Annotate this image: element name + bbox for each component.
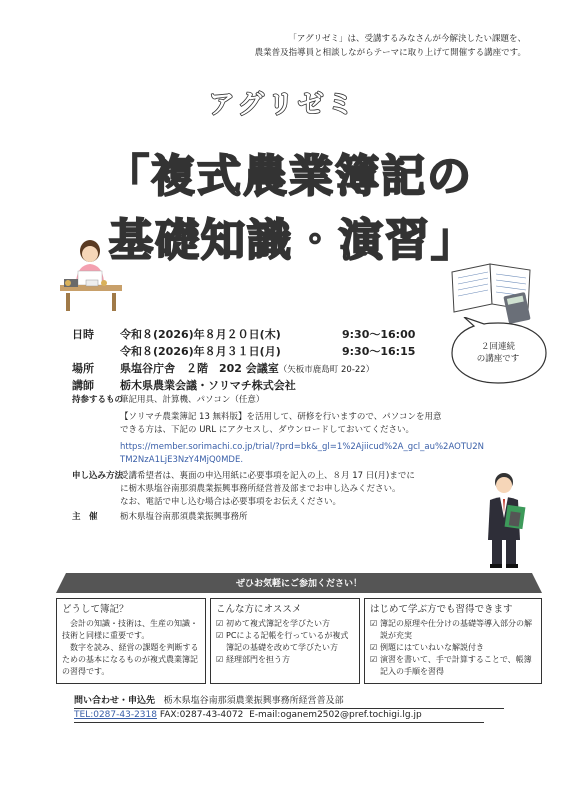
contact-label: 問い合わせ・申込先 [74,696,156,706]
apply-line-3: なお、電話で申し込む場合は必要事項をお伝えください。 [120,497,342,507]
box3-item: ☑ 演習を書いて、手で計算することで、帳簿記入の手順を習得 [370,654,536,678]
box3-item: ☑ 簿記の原理や仕分けの基礎等導入部分の解説が充実 [370,618,536,642]
host-row [72,511,502,524]
intro-text [166,32,526,60]
recommended-for-box [210,598,360,684]
date-row-2 [72,343,502,360]
software-line-1: 【ソリマチ農業簿記 13 無料版】を活用して、研修を行いますので、パソコンを用意 [120,412,442,422]
url-line-1[interactable]: https://member.sorimachi.co.jp/trial/?prd=bk&_gl=1%2Ajiicud%2A_gcl_au%2AOTU2N [120,442,485,452]
event-info [72,326,502,524]
date-label: 日時 [72,328,94,341]
date-1: 令和８(2026)年８月２０日(木) [120,328,281,341]
ledger-calculator-illustration [448,252,536,324]
bubble-line-1: ２回連続 [480,342,515,352]
date-2: 令和８(2026)年８月３１日(月) [120,345,281,358]
host-label: 主 催 [72,512,98,522]
box1-para-1: 会計の知識・技術は、生産の知識・技術と同様に重要です。 [62,619,198,640]
software-note [72,411,502,437]
box2-item: ☑ 経理部門を担う方 [216,654,354,666]
url-line-2[interactable]: TM2NzA1LjE3NzY4MjQ0MDE. [120,455,244,465]
apply-label: 申し込み方法 [72,471,124,481]
date-row-1 [72,326,502,343]
contact-org: 栃木県塩谷南那須農業振興事務所経営普及部 [163,696,344,706]
box2-item: ☑ 初めて複式簿記を学びたい方 [216,618,354,630]
place: 県塩谷庁舎 ２階 202 会議室 [120,362,279,375]
place-label: 場所 [72,362,94,375]
items-label: 持参するもの [72,395,124,405]
teacher-row [72,377,502,394]
place-note: （矢板市鹿島町 20-22） [278,365,375,375]
intro-line-1: 「アグリゼミ」は、受講するみなさんが今解決したい課題を、 [288,34,526,44]
why-bookkeeping-box [56,598,206,684]
tel-link[interactable]: TEL:0287-43-2318 [74,710,157,720]
teacher-label: 講師 [72,379,94,392]
items-row [72,394,502,407]
bubble-line-2: の講座です [476,354,520,364]
box3-item: ☑ 例題にはていねいな解説付き [370,642,536,654]
items: 筆記用具、計算機、パソコン（任意） [120,395,265,405]
woman-bookkeeping-illustration [56,237,126,313]
place-row [72,360,502,377]
contact-row-1 [74,694,554,708]
apply-line-2: に栃木県塩谷南那須農業振興事務所経営普及部までお申し込みください。 [120,484,401,494]
contact-row-2 [74,708,554,722]
box1-para-2: 数字を読み、経営の課題を判断するための基本になるものが複式農業簿記の習得です。 [62,643,199,676]
email[interactable]: E-mail:oganem2502@pref.tochigi.lg.jp [249,710,422,720]
box2-item: ☑ PCによる記帳を行っているが複式簿記の基礎を改めて学びたい方 [216,630,354,654]
host: 栃木県塩谷南那須農業振興事務所 [120,512,248,522]
box1-title: どうして簿記？ [62,604,129,615]
contact-underline-1 [74,708,504,709]
box2-title: こんな方にオススメ [216,604,302,615]
businessman-illustration [476,470,534,570]
beginners-box [364,598,542,684]
intro-line-2: 農業普及指導員と相談しながらテーマに取り上げて開催する講座です。 [254,48,526,58]
download-link[interactable] [120,441,502,467]
main-title-line-1: 「複式農業簿記の [105,151,473,202]
software-line-2: できる方は、下記の URL にアクセスし、ダウンロードしておいてください。 [120,425,415,435]
teacher: 栃木県農業会議・ソリマチ株式会社 [120,379,296,392]
main-title-line-2: 基礎知識・演習」 [109,215,477,266]
contact-underline-2 [74,722,484,723]
banner-text: ぜひお気軽にご参加ください！ [235,579,362,589]
brand-title: アグリゼミ [208,90,358,120]
box3-title: はじめて学ぶ方でも習得できます [370,604,513,615]
apply-line-1: 受講希望者は、裏面の申込用紙に必要事項を記入の上、８月 17 日(月)までに [120,471,415,481]
fax: FAX:0287-43-4072 [159,710,244,720]
time-1: 9:30～16:00 [342,328,416,341]
time-2: 9:30～16:15 [342,345,416,358]
apply-row [72,470,502,509]
